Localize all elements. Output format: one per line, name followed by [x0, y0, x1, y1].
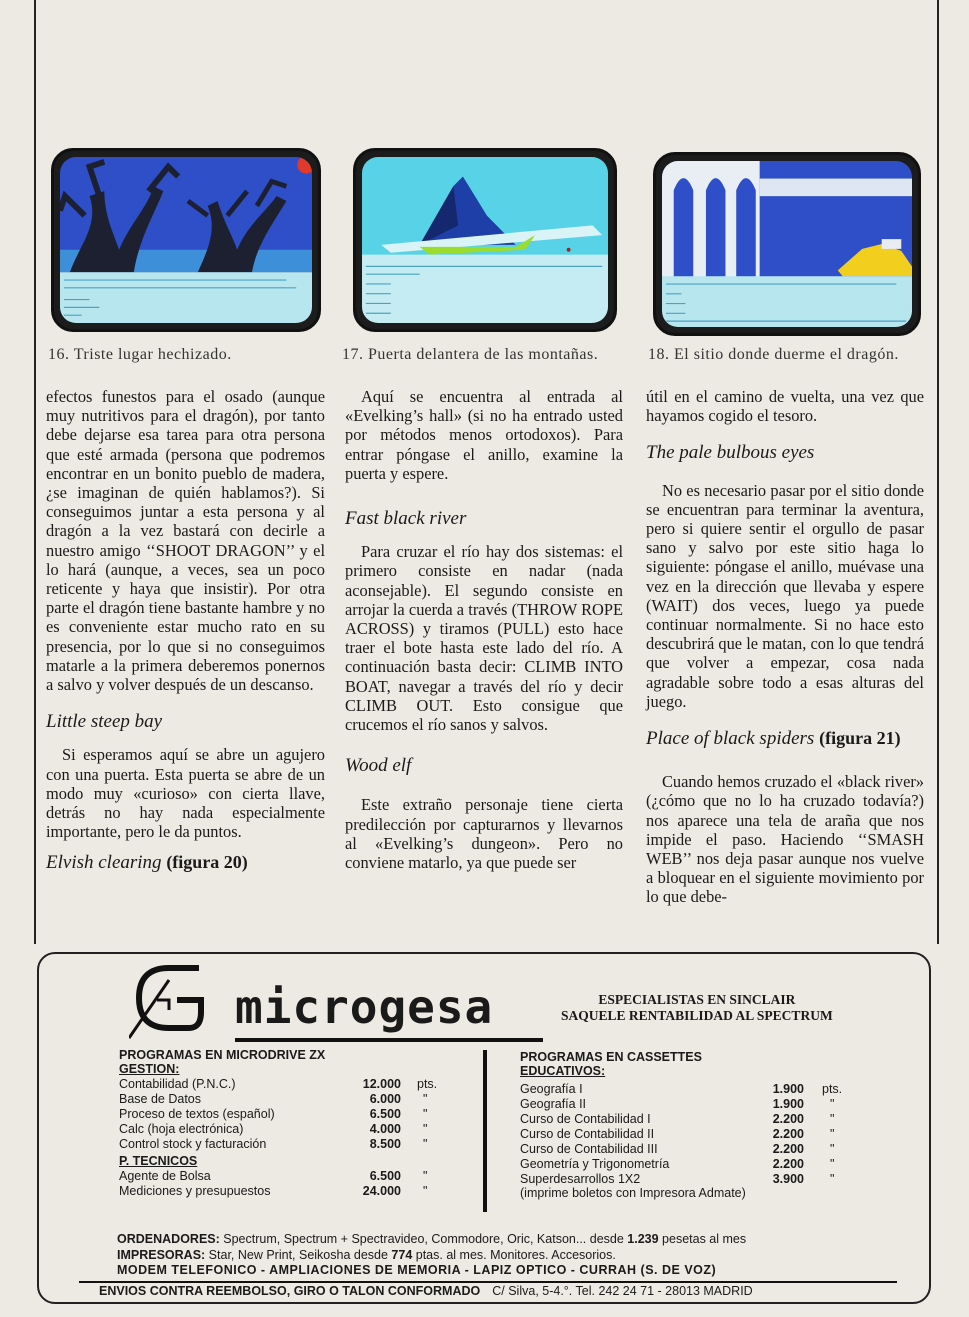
ordenadores-line [117, 1232, 746, 1246]
ordenadores-tail: pesetas al mes [658, 1232, 747, 1246]
item-price: 1.900 [772, 1081, 804, 1096]
heading-fast-black-river: Fast black river [345, 508, 467, 530]
heading-text: Elvish clearing [46, 852, 162, 874]
item-price: 8.500 [369, 1136, 401, 1151]
item-name: Curso de Contabilidad I [520, 1111, 651, 1126]
item-name: Mediciones y presupuestos [119, 1183, 271, 1198]
brand-name: microgesa [235, 980, 494, 1034]
gestion-table [119, 1076, 437, 1151]
item-unit: " [830, 1141, 835, 1156]
col1-paragraph-2: Si esperamos aquí se abre un agujero con una puerta. Esta puerta se abre de un modo muy «curioso» con cierta llave, detrás no hay nada especialmente importante, pero le da puntos. [46, 745, 325, 842]
item-unit: " [423, 1168, 428, 1183]
table-row [119, 1076, 437, 1091]
item-unit: " [830, 1156, 835, 1171]
table-row [520, 1081, 842, 1096]
col2-paragraph-1: Aquí se encuentra al entrada al «Evelking’s hall» (si no ha entrado usted por métodos menos ortodoxos). Para entrar póngase el anillo, examine la puerta y espere. [345, 387, 623, 483]
item-unit: " [423, 1136, 428, 1151]
item-price: 6.500 [369, 1168, 401, 1183]
caption-16: 16. Triste lugar hechizado. [48, 346, 232, 363]
table-row [119, 1121, 437, 1136]
item-name: Contabilidad (P.N.C.) [119, 1076, 236, 1091]
microgesa-advertisement [37, 952, 931, 1304]
educativos-note: (imprime boletos con Impresora Admate) [520, 1186, 746, 1200]
item-name: Proceso de textos (español) [119, 1106, 275, 1121]
item-unit: " [830, 1096, 835, 1111]
envios-line [99, 1284, 753, 1298]
table-row [119, 1106, 437, 1121]
item-unit: " [423, 1121, 428, 1136]
item-price: 2.200 [772, 1126, 804, 1141]
heading-wood-elf: Wood elf [345, 755, 412, 777]
item-name: Superdesarrollos 1X2 [520, 1171, 641, 1186]
caption-17: 17. Puerta delantera de las montañas. [342, 346, 599, 363]
table-row [520, 1111, 842, 1126]
screenshot-16 [51, 148, 321, 332]
item-unit: " [830, 1171, 835, 1186]
ordenadores-price: 1.239 [627, 1232, 659, 1246]
item-name: Agente de Bolsa [119, 1168, 211, 1183]
modem-line: MODEM TELEFONICO - AMPLIACIONES DE MEMORIA - LAPIZ OPTICO - CURRAH (S. DE VOZ) [117, 1263, 717, 1277]
table-row [520, 1096, 842, 1111]
screenshot-17 [353, 148, 617, 332]
educativos-heading: EDUCATIVOS: [520, 1064, 606, 1078]
table-row [119, 1168, 427, 1183]
item-price: 2.200 [772, 1111, 804, 1126]
microgesa-logo-icon [129, 960, 229, 1040]
mountain-gate-image [362, 157, 608, 323]
col3-paragraph-3: Cuando hemos cruzado el «black river» (¿cómo que no lo ha cruzado todavía?) nos aparece una tela de araña que nos impide el paso. Haciendo ‘‘SMASH WEB’’ nos deja pasar aunque nos vuelve a bloquear en el siguiente movimiento por lo que debe- [646, 772, 924, 907]
tecnicos-table [119, 1168, 427, 1198]
figure-ref: (figura 20) [166, 852, 248, 873]
item-unit: pts. [822, 1081, 843, 1096]
footer-rule [79, 1281, 897, 1283]
microdrive-title: PROGRAMAS EN MICRODRIVE ZX [119, 1048, 326, 1062]
col3-paragraph-1: útil en el camino de vuelta, una vez que hayamos cogido el tesoro. [646, 387, 924, 426]
col2-paragraph-3: Este extraño personaje tiene cierta predilección por capturarnos y llevarnos al «Evelking’s dungeon». Pero no conviene matarlo, ya que puede ser [345, 795, 623, 873]
item-name: Curso de Contabilidad II [520, 1126, 655, 1141]
heading-elvish-clearing [46, 853, 325, 872]
cassettes-section [520, 1050, 842, 1200]
cassettes-title: PROGRAMAS EN CASSETTES [520, 1050, 702, 1064]
item-name: Calc (hoja electrónica) [119, 1121, 244, 1136]
item-name: Base de Datos [119, 1091, 201, 1106]
tagline [561, 992, 833, 1024]
column-3 [646, 387, 924, 921]
col3-paragraph-2: No es necesario pasar por el sitio donde se encuentran para terminar la aventura, pero si quiere sentir el orgullo de pasar sano y salvo por este sitio haga lo siguiente: póngase el anillo, muévase una vez en la dirección que llevaba y espere (WAIT) dos veces, luego ya puede continuar normalmente. Si no hace esto descubrirá que le matan, con lo que tendrá que volver a empezar, cosa nada agradable sobre todo a esas alturas del juego. [646, 480, 924, 711]
impresoras-label: IMPRESORAS: [117, 1248, 206, 1262]
educativos-table [520, 1081, 842, 1186]
figure-ref: (figura 21) [819, 728, 901, 749]
section-divider [483, 1050, 487, 1212]
item-name: Control stock y facturación [119, 1136, 267, 1151]
heading-little-steep-bay: Little steep bay [46, 711, 163, 733]
heading-pale-bulbous-eyes: The pale bulbous eyes [646, 442, 815, 464]
item-name: Geografía II [520, 1096, 587, 1111]
impresoras-text: Star, New Print, Seikosha desde [205, 1248, 392, 1262]
item-price: 6.500 [369, 1106, 401, 1121]
item-price: 4.000 [369, 1121, 401, 1136]
item-price: 24.000 [362, 1183, 401, 1198]
gestion-heading: GESTION: [119, 1062, 180, 1076]
tagline-line-1: ESPECIALISTAS EN SINCLAIR [598, 992, 796, 1007]
table-row [119, 1183, 427, 1198]
table-row [119, 1136, 437, 1151]
tecnicos-heading: P. TECNICOS [119, 1154, 198, 1168]
table-row [520, 1171, 842, 1186]
caption-18: 18. El sitio donde duerme el dragón. [648, 346, 899, 363]
item-unit: " [830, 1126, 835, 1141]
heading-place-of-black-spiders [646, 729, 924, 748]
item-unit: pts. [417, 1076, 438, 1091]
twisted-trees-image [60, 157, 312, 323]
col1-paragraph-1: efectos funestos para el osado (aunque muy nutritivos para el dragón), por tanto debe dejarse esa tarea para otra persona que esté armada (persona que podremos encontrar en un bonito pueblo de madera, ¿se imaginan de quién hablamos?). Si conseguimos juntar a esta persona y al dragón a la vez bastará con decirle a nuestro amigo ‘‘SHOOT DRAGON’’ y el lo hará (aunque, a veces, sea un poco reticente y haya que insistir). Por otra parte el dragón tiene bastante hambre y no es conveniente estar mucho rato en su presencia, por lo que si no conseguimos matarle a la primera deberemos ponernos a salvo y volver después de un descanso. [46, 387, 325, 695]
address-text: C/ Silva, 5-4.°. Tel. 242 24 71 - 28013 MADRID [492, 1284, 753, 1298]
item-price: 2.200 [772, 1141, 804, 1156]
envios-text: ENVIOS CONTRA REEMBOLSO, GIRO O TALON CONFORMADO [99, 1284, 481, 1298]
item-price: 2.200 [772, 1156, 804, 1171]
item-name: Geografía I [520, 1081, 583, 1096]
item-price: 3.900 [772, 1171, 804, 1186]
table-row [520, 1126, 842, 1141]
item-name: Geometría y Trigonometría [520, 1156, 670, 1171]
impresoras-price: 774 [391, 1248, 413, 1262]
heading-text: Place of black spiders [646, 728, 815, 750]
item-unit: " [423, 1106, 428, 1121]
item-unit: " [830, 1111, 835, 1126]
item-price: 6.000 [369, 1091, 401, 1106]
item-price: 1.900 [772, 1096, 804, 1111]
col2-paragraph-2: Para cruzar el río hay dos sistemas: el primero consiste en nadar (nada aconsejable). El segundo consiste en arrojar la cuerda a través (THROW ROPE ACROSS) y tiramos (PULL) esto hace traer el bote hasta este lado del río. A continuación basta decir: CLIMB INTO BOAT, navegar a través del río y decir CLIMB OUT. Esto consigue que crucemos el río sanos y salvos. [345, 542, 623, 735]
ordenadores-text: Spectrum, Spectrum + Spectravideo, Commodore, Oric, Katson... desde [219, 1232, 628, 1246]
item-unit: " [423, 1183, 428, 1198]
tagline-line-2: SAQUELE RENTABILIDAD AL SPECTRUM [561, 1008, 833, 1023]
impresoras-line [117, 1248, 616, 1262]
table-row [520, 1156, 842, 1171]
screenshot-18 [653, 152, 921, 336]
column-2 [345, 387, 623, 886]
column-1 [46, 387, 325, 887]
dragon-halls-image [662, 161, 912, 327]
brand-underline [235, 1038, 543, 1042]
ordenadores-label: ORDENADORES: [117, 1232, 220, 1246]
item-price: 12.000 [362, 1076, 401, 1091]
table-row [520, 1141, 842, 1156]
microdrive-section [119, 1048, 437, 1198]
table-row [119, 1091, 437, 1106]
impresoras-tail: ptas. al mes. Monitores. Accesorios. [412, 1248, 616, 1262]
item-name: Curso de Contabilidad III [520, 1141, 658, 1156]
item-unit: " [423, 1091, 428, 1106]
